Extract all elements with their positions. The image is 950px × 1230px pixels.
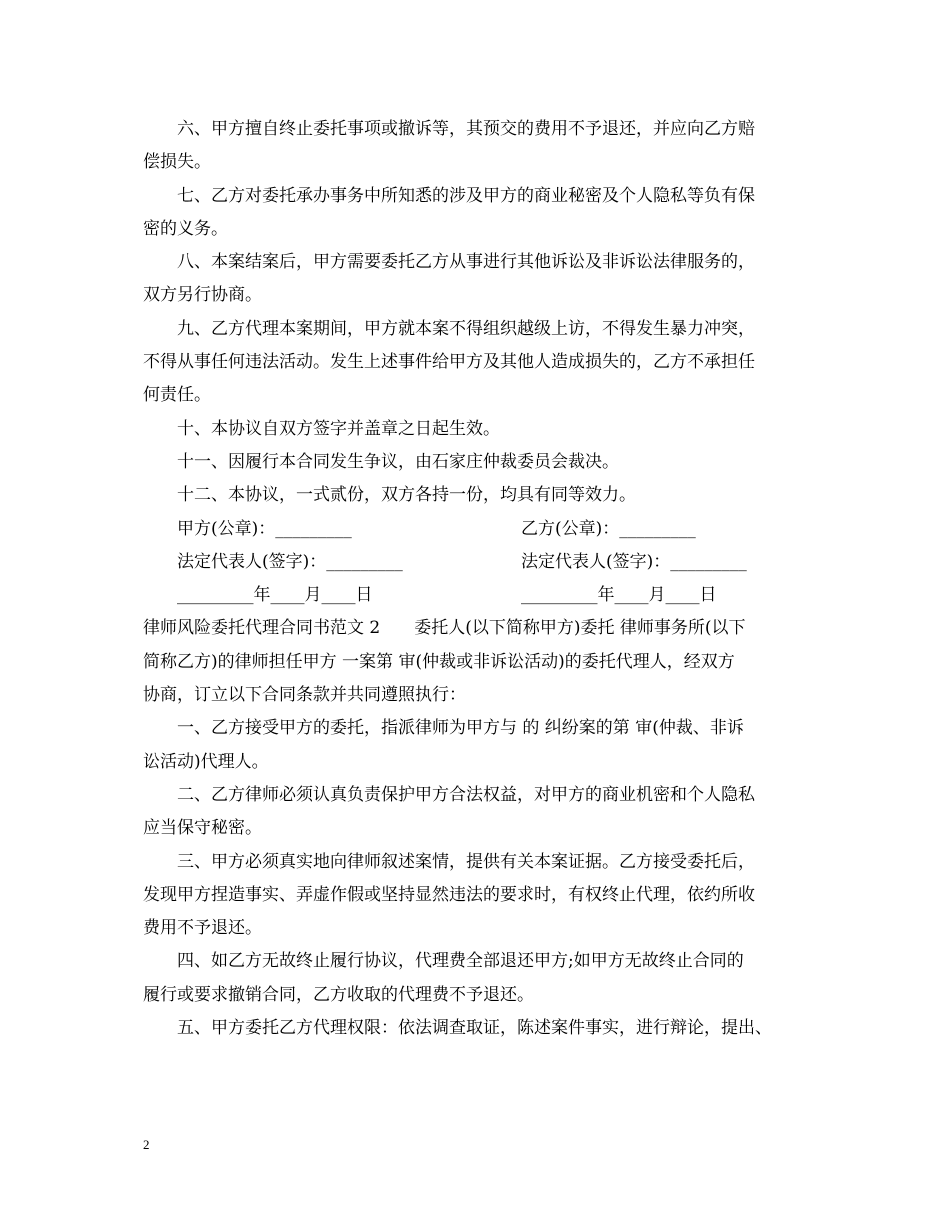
contract-2-clause-3-line-1: 三、甲方必须真实地向律师叙述案情，提供有关本案证据。乙方接受委托后， [177,851,755,872]
contract-2-clause-4-line-1: 四、如乙方无故终止履行协议，代理费全部退还甲方;如甲方无故终止合同的 [177,951,744,972]
party-b-representative: 法定代表人(签字)：_________ [521,551,747,572]
contract-2-clause-3-line-2: 发现甲方捏造事实、弄虚作假或坚持显然违法的要求时，有权终止代理，依约所收 [143,884,755,905]
signature-seal-row [143,513,828,546]
contract-2-clause-5-line-1: 五、甲方委托乙方代理权限：依法调查取证，陈述案件事实，进行辩论，提出、 [177,1018,772,1039]
contract-2-clause-4-line-2: 履行或要求撤销合同，乙方收取的代理费不予退还。 [143,984,534,1005]
party-b-seal: 乙方(公章)：_________ [521,518,696,539]
contract-2-clause-1-line-2: 讼活动)代理人。 [143,751,269,772]
contract-2-intro-line-3: 协商，订立以下合同条款并共同遵照执行： [143,685,466,706]
contract-2-clause-2-line-1: 二、乙方律师必须认真负责保护甲方合法权益，对甲方的商业机密和个人隐私 [177,784,755,805]
clause-10: 十、本协议自双方签字并盖章之日起生效。 [177,418,500,439]
clause-6-line-1: 六、甲方擅自终止委托事项或撤诉等，其预交的费用不予退还，并应向乙方赔 [177,119,755,139]
clause-9-line-2: 不得从事任何违法活动。发生上述事件给甲方及其他人造成损失的，乙方不承担任 [143,352,755,373]
contract-2-clause-1-line-1: 一、乙方接受甲方的委托，指派律师为甲方与 的 纠纷案的第 审(仲裁、非诉 [177,718,744,739]
contract-2-heading-line: 律师风险委托代理合同书范文 2 委托人(以下简称甲方)委托 律师事务所(以下 [143,618,746,639]
clause-7-line-2: 密的义务。 [143,218,228,239]
clause-12: 十二、本协议，一式贰份，双方各持一份，均具有同等效力。 [177,485,636,506]
signature-rep-row [143,546,828,579]
page-number: 2 [143,1137,150,1152]
document-body [143,113,828,1045]
clause-7-line-1: 七、乙方对委托承办事务中所知悉的涉及甲方的商业秘密及个人隐私等负有保 [177,185,755,206]
clause-8-line-1: 八、本案结案后，甲方需要委托乙方从事进行其他诉讼及非诉讼法律服务的， [177,252,755,273]
party-a-date: _________年____月____日 [177,585,373,606]
contract-2-intro-line-2: 简称乙方)的律师担任甲方 一案第 审(仲裁或非诉讼活动)的委托代理人，经双方 [143,651,735,672]
clause-6-line-2: 偿损失。 [143,152,211,173]
clause-9-line-1: 九、乙方代理本案期间，甲方就本案不得组织越级上访，不得发生暴力冲突， [177,318,755,339]
clause-11: 十一、因履行本合同发生争议，由石家庄仲裁委员会裁决。 [177,451,619,472]
party-a-seal: 甲方(公章)：_________ [177,518,352,539]
contract-2-clause-3-line-3: 费用不予退还。 [143,918,262,939]
party-a-representative: 法定代表人(签字)：_________ [177,551,403,572]
party-b-date: _________年____月____日 [521,585,717,606]
clause-8-line-2: 双方另行协商。 [143,285,262,306]
signature-date-row [143,579,828,612]
clause-9-line-3: 何责任。 [143,385,211,406]
contract-2-clause-2-line-2: 应当保守秘密。 [143,818,262,839]
